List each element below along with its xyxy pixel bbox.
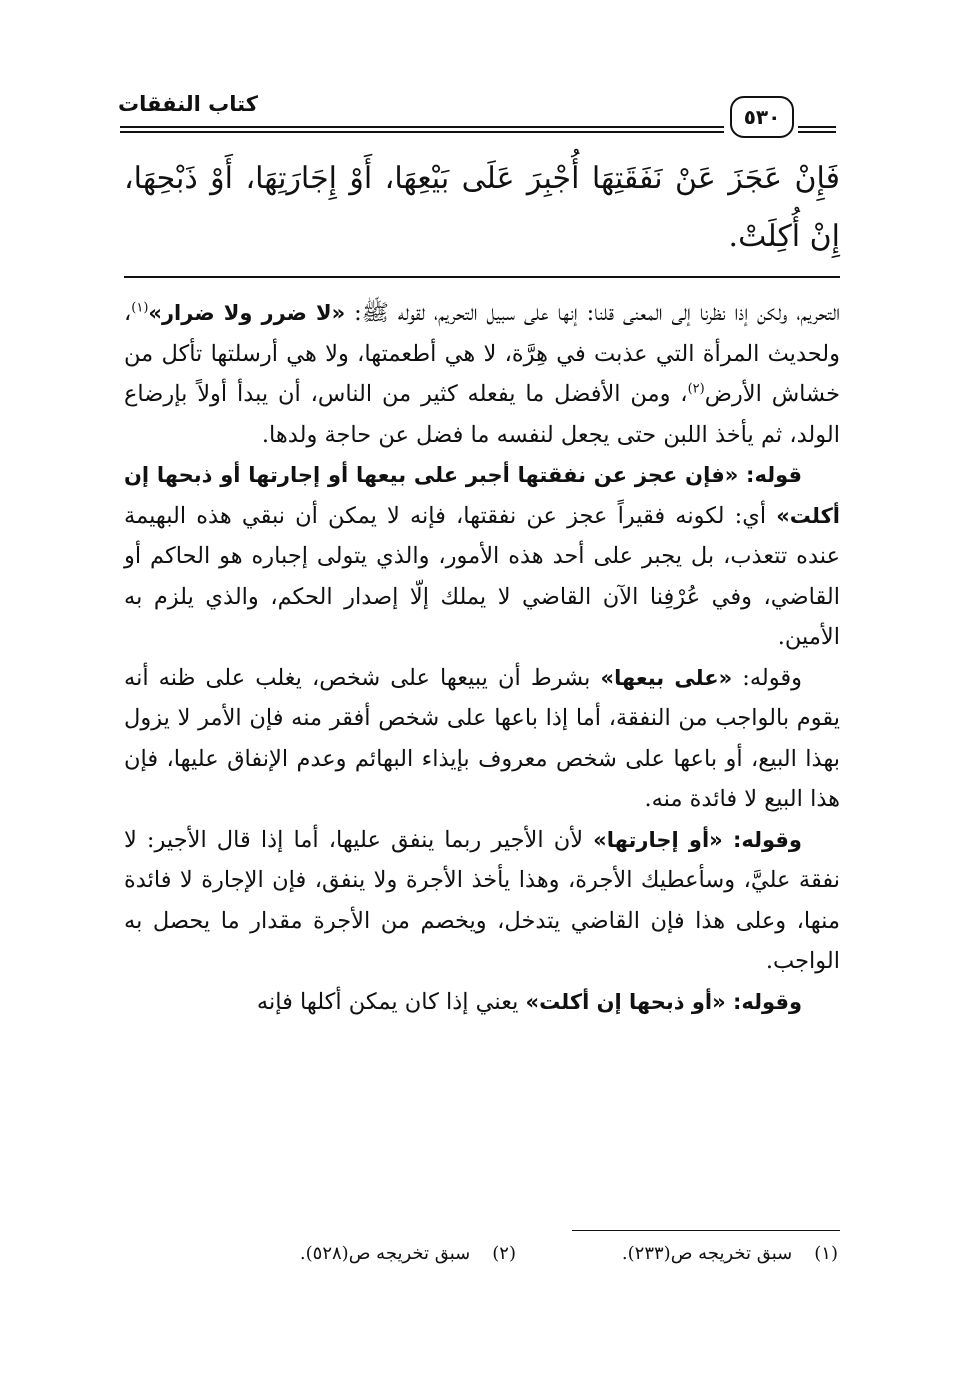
running-header-title: كتاب النفقات [118, 92, 258, 116]
hadith-quote: «لا ضرر ولا ضرار» [148, 301, 346, 325]
footnote-separator [572, 1230, 840, 1231]
matn-quote: وقوله: «أو ذبحها إن أكلت» [525, 989, 802, 1014]
footnote-ref-1: (١) [131, 300, 149, 316]
footnote-number: (١) [814, 1243, 838, 1264]
paragraph-1 [124, 293, 840, 455]
footnote-2 [300, 1243, 516, 1264]
text-run: يعني إذا كان يمكن أكلها فإنه [256, 988, 526, 1015]
matn-quote: وقوله: «أو إجارتها» [593, 827, 802, 852]
matn-text: فَإِنْ عَجَزَ عَنْ نَفَقَتِهَا أُجْبِرَ عَلَى بَيْعِهَا، أَوْ إِجَارَتِهَا، أَوْ ذَبْحِهَا، إِنْ أُكِلَتْ. [124, 161, 840, 254]
header-rule [120, 126, 724, 128]
text-run: أي: لكونه فقيراً عجز عن نفقتها، فإنه لا يمكن أن نبقي هذه البهيمة عنده تتعذب، بل يجبر على أحد هذه الأمور، والذي يتولى إجباره هو الحاكم أو القاضي، وفي عُرْفِنا الآن القاضي لا يملك إلّا إصدار الحكم، والذي يلزم به الأمين. [124, 502, 840, 650]
header-rule [798, 131, 836, 133]
text-run: بشرط أن يبيعها على شخص، يغلب على ظنه أنه يقوم بالواجب من النفقة، أما إذا باعها على شخص أفقر منه فإن الأمر لا يزول بهذا البيع، أو باعها على شخص معروف بإيذاء البهائم وعدم الإنفاق عليها، فإن هذا البيع لا فائدة منه. [124, 664, 840, 812]
header-rule [120, 131, 724, 133]
commentary-body [124, 293, 840, 1022]
text-run: وقوله: [732, 664, 802, 691]
footnote-text: سبق تخريجه ص(٥٢٨). [299, 1243, 471, 1264]
page-number: ٥٣٠ [730, 96, 794, 138]
text-run: ، ومن الأفضل ما يفعله كثير من الناس، أن يبدأ أولاً بإرضاع الولد، ثم يأخذ اللبن حتى يجعل لنفسه ما فضل عن حاجة ولدها. [124, 381, 840, 448]
header-rule [798, 126, 836, 128]
matn-quote: «على بيعها» [600, 665, 733, 690]
footnote-text: سبق تخريجه ص(٢٣٣). [621, 1243, 793, 1264]
paragraph-2 [124, 455, 840, 658]
matn-separator [124, 276, 840, 278]
matn-quote: قوله: «فإن عجز عن نفقتها أجبر على بيعها أو إجارتها أو ذبحها إن أكلت» [124, 463, 840, 528]
text-run: ، ولحديث المرأة التي عذبت في هِرَّة، لا هي أطعمتها، ولا هي أرسلتها تأكل من خشاش الأرض [124, 300, 841, 407]
footnote-1 [622, 1243, 838, 1264]
footnote-number: (٢) [492, 1243, 516, 1264]
footnote-ref-2: (٢) [687, 381, 705, 397]
paragraph-4 [124, 820, 840, 982]
paragraph-3 [124, 658, 840, 820]
paragraph-5 [124, 982, 840, 1023]
text-run: التحريم، ولكن إذا نظرنا إلى المعنى قلنا: إنها على سبيل التحريم، لقوله ﷺ: [345, 300, 840, 326]
text-run: لأن الأجير ربما ينفق عليها، أما إذا قال الأجير: لا نفقة عليَّ، وسأعطيك الأجرة، وهذا يأخذ الأجرة ولا ينفق، فإن الإجارة لا فائدة منها، وعلى هذا فإن القاضي يتدخل، ويخصم من الأجرة مقدار ما يحصل به الواجب. [124, 826, 840, 974]
